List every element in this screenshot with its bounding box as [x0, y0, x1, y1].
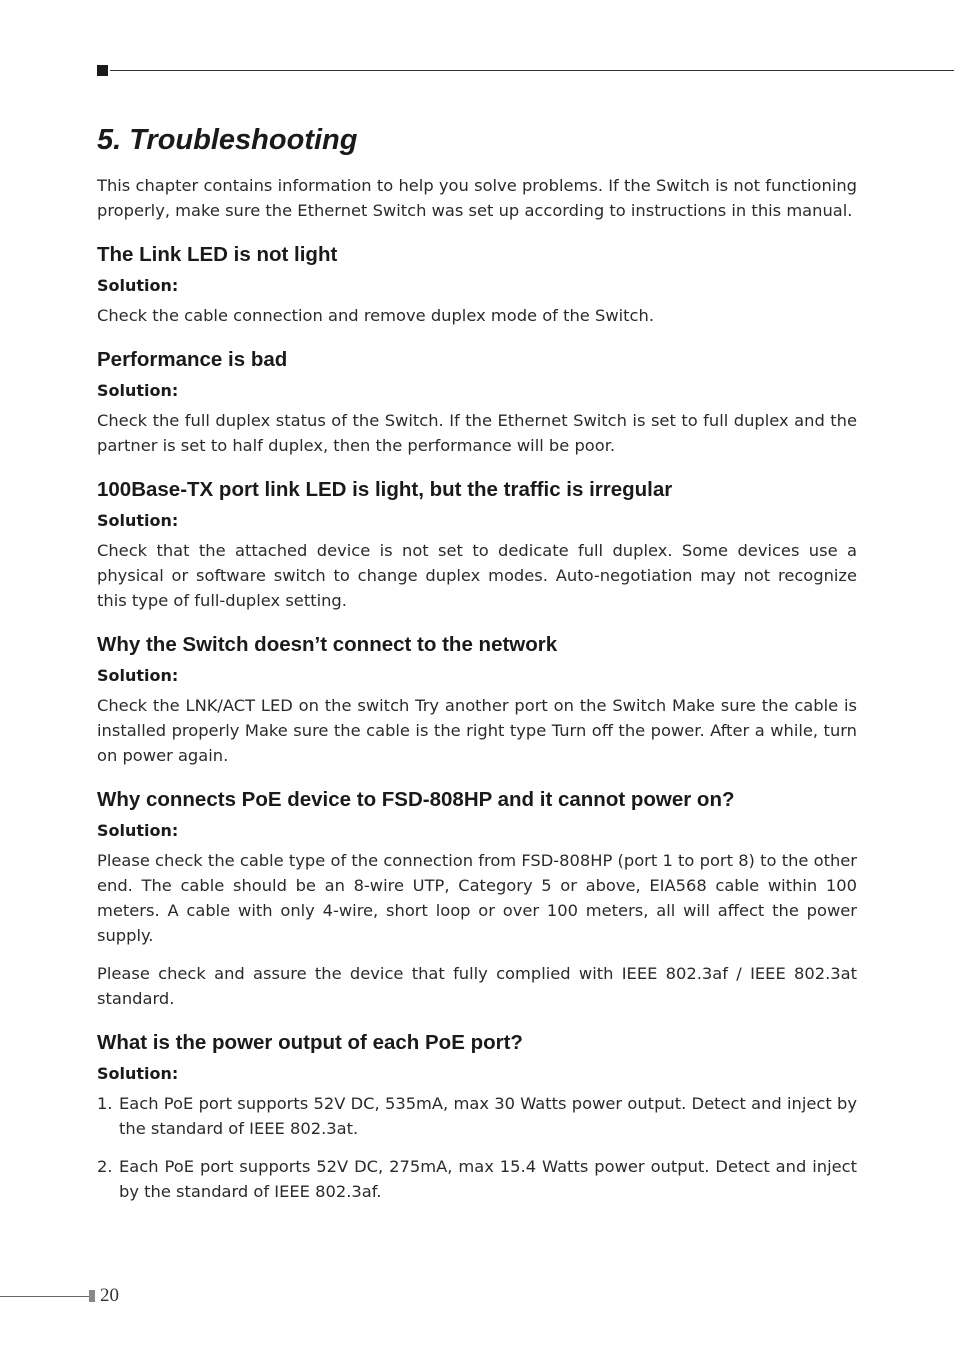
page-title: 5. Troubleshooting [97, 124, 358, 156]
section-heading-traffic-irregular: 100Base-TX port link LED is light, but the traffic is irregular [97, 478, 673, 501]
footer-mark [89, 1290, 95, 1302]
section-text: Please check the cable type of the connection from FSD-808HP (port 1 to port 8) to the other end. The cable should be an 8-wire UTP, Category 5 or above, EIA568 cable within 100 meters. A cable with only 4-wire, short loop or over 100 meters, all will affect the power supply. [97, 851, 857, 945]
section-text: Check the LNK/ACT LED on the switch Try another port on the Switch Make sure the cable is installed properly Make sure the cable is the right type Turn off the power. After a while, turn on power again. [97, 696, 857, 765]
solution-label: Solution: [97, 511, 179, 530]
list-item [97, 1154, 857, 1204]
list-item [97, 1091, 857, 1141]
solution-label: Solution: [97, 821, 179, 840]
list-item-number: 2. [97, 1157, 113, 1176]
section-heading-link-led: The Link LED is not light [97, 243, 338, 266]
intro-paragraph: This chapter contains information to help you solve problems. If the Switch is not functioning properly, make sure the Ethernet Switch was set up according to instructions in this manual. [97, 176, 857, 220]
header-rule [110, 70, 954, 71]
power-output-list [97, 1091, 857, 1204]
footer-rule [0, 1296, 89, 1297]
list-item-number: 1. [97, 1094, 113, 1113]
section-text: Check that the attached device is not set to dedicate full duplex. Some devices use a physical or software switch to change duplex modes. Auto-negotiation may not recognize this type of full-duplex setting. [97, 541, 857, 610]
page-number: 20 [100, 1285, 119, 1306]
page-content [97, 120, 857, 1217]
section-text: Please check and assure the device that fully complied with IEEE 802.3af / IEEE 802.3at standard. [97, 964, 857, 1008]
section-heading-poe-output: What is the power output of each PoE port? [97, 1031, 523, 1054]
solution-label: Solution: [97, 666, 179, 685]
section-text: Check the cable connection and remove duplex mode of the Switch. [97, 306, 654, 325]
header-square [97, 65, 108, 76]
section-text: Check the full duplex status of the Switch. If the Ethernet Switch is set to full duplex and the partner is set to half duplex, then the performance will be poor. [97, 411, 857, 455]
list-item-text: Each PoE port supports 52V DC, 275mA, max 15.4 Watts power output. Detect and inject by the standard of IEEE 802.3af. [119, 1157, 857, 1201]
solution-label: Solution: [97, 1064, 179, 1083]
section-heading-no-connect: Why the Switch doesn’t connect to the network [97, 633, 558, 656]
list-item-text: Each PoE port supports 52V DC, 535mA, max 30 Watts power output. Detect and inject by the standard of IEEE 802.3at. [119, 1094, 857, 1138]
section-heading-performance: Performance is bad [97, 348, 288, 371]
solution-label: Solution: [97, 381, 179, 400]
solution-label: Solution: [97, 276, 179, 295]
section-heading-poe-power-on: Why connects PoE device to FSD-808HP and it cannot power on? [97, 788, 735, 811]
